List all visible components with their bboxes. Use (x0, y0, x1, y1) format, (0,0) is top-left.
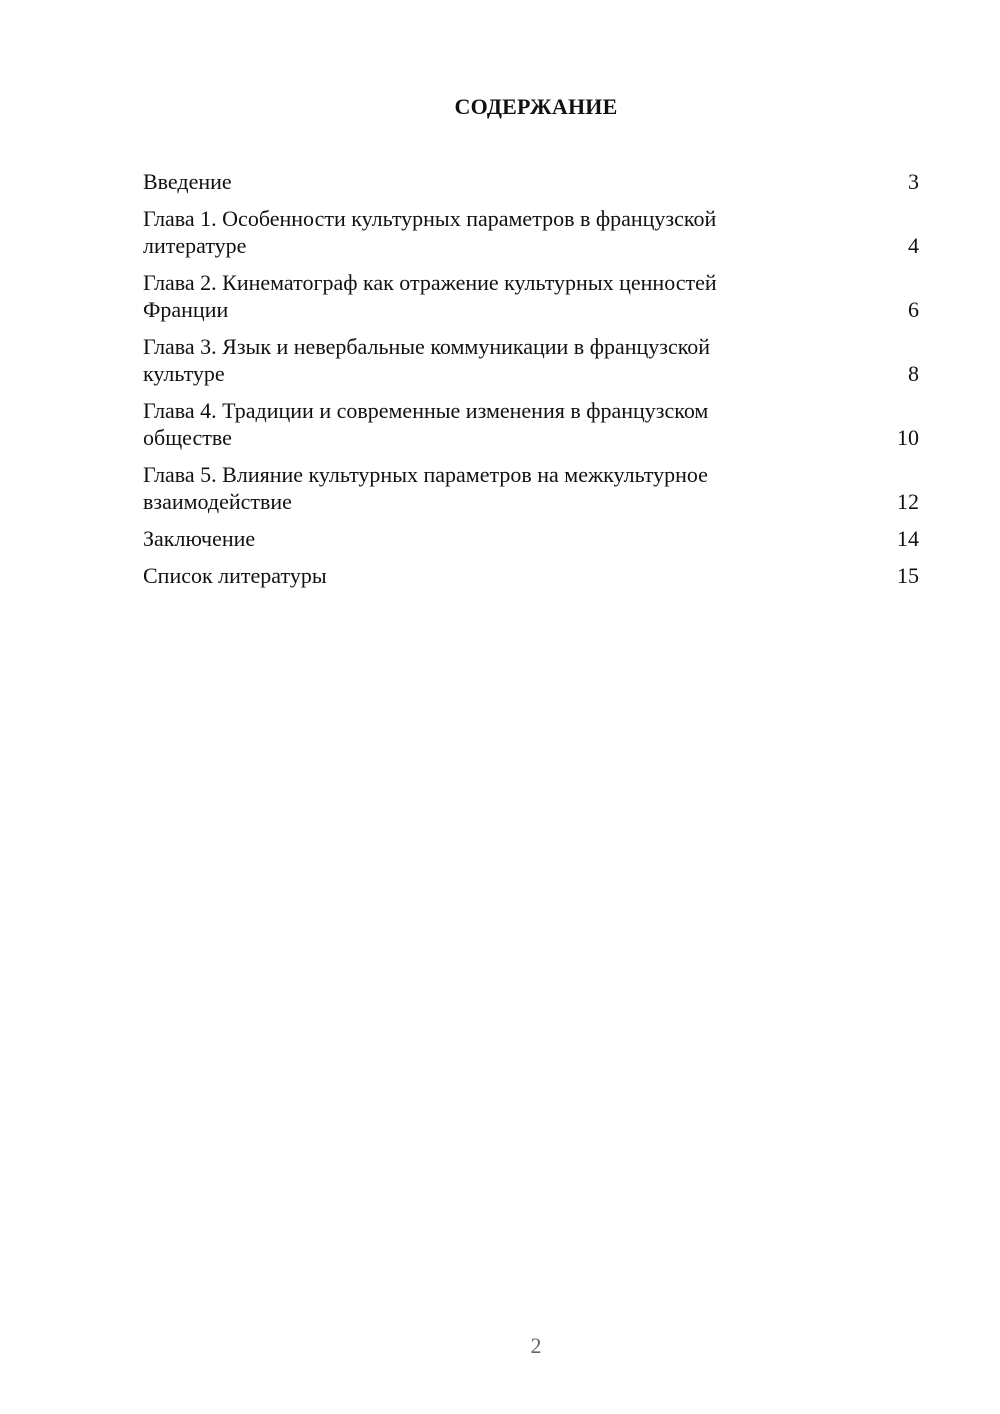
toc-entry-chapter-4 (143, 397, 919, 451)
toc-entry-line: обществе (143, 425, 232, 450)
toc-entry-chapter-1 (143, 205, 919, 259)
page-title: СОДЕРЖАНИЕ (454, 94, 618, 119)
toc-entry-page: 3 (908, 169, 919, 194)
toc-entry-line: культуре (143, 361, 225, 386)
toc-entry-page: 14 (897, 526, 919, 551)
toc-entry-line: Франции (143, 297, 229, 322)
toc-entry-text (143, 168, 232, 195)
toc-entry-page: 6 (908, 297, 919, 322)
toc-entry-page: 12 (897, 489, 919, 514)
toc-entry-bibliography (143, 562, 919, 589)
toc-entry-text (143, 269, 717, 323)
toc-entry-line: Глава 2. Кинематограф как отражение культурных ценностей (143, 270, 717, 295)
toc-entry-introduction (143, 168, 919, 195)
toc-entry-text (143, 461, 708, 515)
toc-entry-line: Глава 1. Особенности культурных параметров в французской (143, 206, 717, 231)
toc-entry-page: 8 (908, 361, 919, 386)
toc-entry-chapter-3 (143, 333, 919, 387)
table-of-contents (143, 168, 919, 599)
toc-entry-line: Глава 3. Язык и невербальные коммуникации в французской (143, 334, 711, 359)
toc-entry-line: Глава 5. Влияние культурных параметров на межкультурное (143, 462, 708, 487)
toc-entry-line: Список литературы (143, 563, 327, 588)
toc-entry-text (143, 525, 255, 552)
toc-entry-conclusion (143, 525, 919, 552)
toc-entry-line: литературе (143, 233, 247, 258)
toc-entry-page: 15 (897, 563, 919, 588)
toc-entry-text (143, 205, 716, 259)
page-number: 2 (530, 1333, 542, 1358)
toc-entry-chapter-2 (143, 269, 919, 323)
toc-entry-line: взаимодействие (143, 489, 292, 514)
toc-entry-chapter-5 (143, 461, 919, 515)
toc-entry-text (143, 562, 327, 589)
toc-entry-line: Заключение (143, 526, 256, 551)
toc-entry-line: Введение (143, 169, 232, 194)
toc-entry-page: 10 (897, 425, 919, 450)
toc-entry-text (143, 397, 708, 451)
toc-entry-line: Глава 4. Традиции и современные изменения в французском (143, 398, 709, 423)
toc-entry-page: 4 (908, 233, 919, 258)
toc-entry-text (143, 333, 710, 387)
